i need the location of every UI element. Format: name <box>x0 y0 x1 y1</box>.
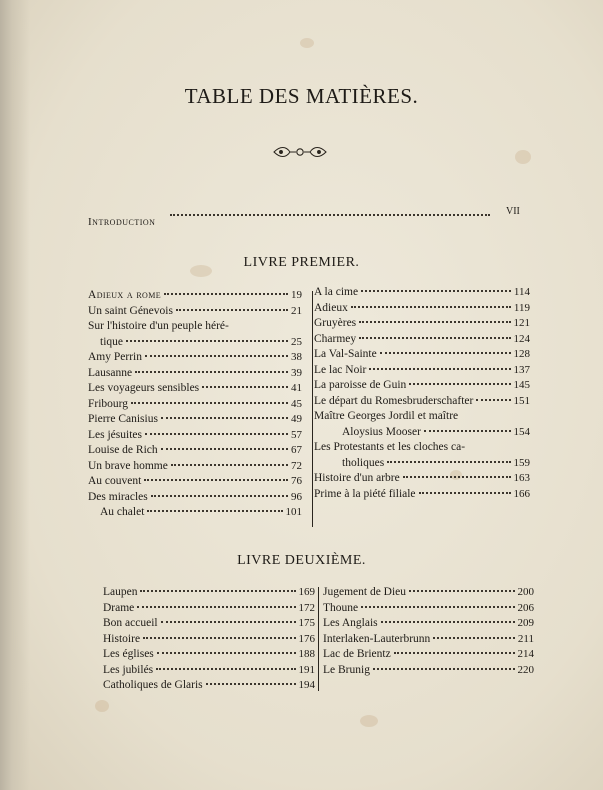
toc-entry-title: Lac de Brientz <box>323 648 391 660</box>
toc-entry <box>314 333 530 345</box>
dot-leader <box>433 637 515 639</box>
toc-entry <box>323 586 534 598</box>
dot-leader <box>359 321 510 323</box>
dot-leader <box>145 433 288 435</box>
column-divider <box>318 587 319 691</box>
dot-leader <box>171 464 288 466</box>
toc-entry <box>314 317 530 329</box>
toc-entry <box>88 367 302 379</box>
dot-leader <box>424 430 511 432</box>
dot-leader <box>394 652 515 654</box>
toc-entry <box>103 633 315 645</box>
toc-entry <box>323 633 534 645</box>
toc-entry-title: Louise de Rich <box>88 444 158 456</box>
toc-entry-title: Au chalet <box>100 506 145 518</box>
toc-entry <box>103 664 315 676</box>
dot-leader <box>143 637 295 639</box>
toc-entry-page: 124 <box>513 332 530 345</box>
column-divider <box>312 291 313 527</box>
toc-entry-page: 128 <box>513 348 530 360</box>
dot-leader <box>361 290 511 292</box>
toc-entry-title: Un brave homme <box>88 459 168 472</box>
toc-entry <box>88 382 302 394</box>
toc-entry <box>314 488 530 500</box>
dot-leader <box>161 417 288 419</box>
foxing-spot <box>95 700 109 712</box>
toc-entry <box>88 429 302 441</box>
dot-leader <box>147 510 282 512</box>
toc-entry-title: A la cime <box>314 286 359 298</box>
toc-entry <box>314 395 530 407</box>
toc-entry-title: Sur l'histoire d'un peuple héré- <box>88 320 229 332</box>
toc-entry <box>314 379 530 391</box>
dot-leader <box>156 668 295 670</box>
dot-leader <box>387 461 510 463</box>
toc-entry <box>314 348 530 360</box>
toc-entry-title: Les jubilés <box>103 663 154 676</box>
dot-leader <box>161 621 296 623</box>
dot-leader <box>373 668 515 670</box>
dot-leader <box>126 340 288 342</box>
foxing-spot <box>360 715 378 727</box>
toc-entry-title: Thoune <box>323 601 359 614</box>
dot-leader <box>381 621 515 623</box>
toc-entry <box>88 289 302 301</box>
toc-entry-page: 151 <box>513 394 530 407</box>
toc-entry <box>88 351 302 363</box>
toc-entry-title: Histoire d'un arbre <box>314 472 400 484</box>
toc-entry <box>314 472 530 484</box>
toc-entry-page: 38 <box>291 351 302 363</box>
toc-entry-title: Interlaken-Lauterbrunn <box>323 632 431 645</box>
toc-entry-page: 200 <box>517 586 534 598</box>
toc-entry <box>103 679 315 691</box>
toc-entry-title: Adieux a rome <box>88 289 162 301</box>
toc-entry-page: 21 <box>291 304 302 317</box>
toc-entry-page: 214 <box>517 648 534 660</box>
dot-leader <box>145 355 288 357</box>
dot-leader <box>351 306 511 308</box>
toc-entry-title: Les voyageurs sensibles <box>88 382 200 394</box>
dot-leader <box>164 293 288 295</box>
toc-entry <box>88 398 302 410</box>
toc-entry-page: 101 <box>285 506 302 518</box>
toc-entry <box>88 444 302 456</box>
toc-entry <box>314 302 530 314</box>
toc-entry-page: 49 <box>291 413 302 425</box>
toc-entry-page: 19 <box>291 289 302 301</box>
toc-entry-page: 39 <box>291 366 302 379</box>
toc-entry-page: 209 <box>517 617 534 629</box>
toc-entry <box>323 648 534 660</box>
dot-leader <box>419 492 511 494</box>
toc-entry-title: Pierre Canisius <box>88 413 158 425</box>
toc-entry-page: 154 <box>513 425 530 438</box>
dot-leader <box>135 371 288 373</box>
toc-entry-title: Jugement de Dieu <box>323 586 407 598</box>
toc-entry <box>88 460 302 472</box>
dot-leader <box>170 214 490 216</box>
dot-leader <box>409 383 510 385</box>
toc-entry-page: 121 <box>513 317 530 329</box>
dot-leader <box>409 590 514 592</box>
introduction-label: Introduction <box>88 216 156 228</box>
toc-entry-title: tholiques <box>342 456 385 469</box>
dot-leader <box>476 399 510 401</box>
toc-entry-title: Amy Perrin <box>88 351 142 363</box>
dot-leader <box>361 606 514 608</box>
toc-entry <box>103 586 315 598</box>
toc-entry-page: 76 <box>291 475 302 487</box>
toc-entry-title: Des miracles <box>88 490 148 503</box>
toc-entry-title: Catholiques de Glaris <box>103 679 203 691</box>
toc-entry-page: 67 <box>291 444 302 456</box>
dot-leader <box>137 606 295 608</box>
toc-entry-title: Prime à la piété filiale <box>314 487 416 500</box>
toc-entry-page: 166 <box>513 487 530 500</box>
dot-leader <box>161 448 288 450</box>
toc-entry-title: Le Brunig <box>323 663 370 676</box>
toc-entry-page: 159 <box>513 456 530 469</box>
toc-entry-title: Laupen <box>103 586 138 598</box>
toc-entry <box>100 336 302 348</box>
toc-entry-title: Bon accueil <box>103 617 158 629</box>
toc-entry-title: Au couvent <box>88 475 142 487</box>
toc-entry-page: 191 <box>298 663 315 676</box>
dot-leader <box>151 495 288 497</box>
toc-entry-page: 176 <box>298 632 315 645</box>
toc-entry-title: Charmey <box>314 332 357 345</box>
toc-entry <box>314 364 530 376</box>
toc-entry-page: 188 <box>298 648 315 660</box>
toc-entry-title: Les jésuites <box>88 428 142 441</box>
page-title: TABLE DES MATIÈRES. <box>184 84 419 108</box>
toc-entry <box>323 617 534 629</box>
toc-entry <box>103 617 315 629</box>
toc-entry <box>88 305 302 317</box>
toc-entry-page: 57 <box>291 428 302 441</box>
toc-entry-page: 45 <box>291 397 302 410</box>
toc-entry-page: 211 <box>517 632 534 645</box>
toc-entry <box>314 410 530 422</box>
livre-deuxieme-heading: LIVRE DEUXIÈME. <box>237 553 366 568</box>
toc-entry <box>103 602 315 614</box>
page-gutter <box>0 0 30 790</box>
dot-leader <box>140 590 295 592</box>
toc-entry-title: Les Protestants et les cloches ca- <box>314 441 466 453</box>
toc-entry-title: Un saint Génevois <box>88 304 173 317</box>
dot-leader <box>380 352 511 354</box>
toc-entry-title: Histoire <box>103 632 141 645</box>
toc-entry <box>314 286 530 298</box>
toc-entry-page: 206 <box>517 601 534 614</box>
toc-entry <box>88 491 302 503</box>
toc-entry-title: Le lac Noir <box>314 363 367 376</box>
toc-entry <box>88 320 302 332</box>
dot-leader <box>157 652 296 654</box>
toc-entry-page: 169 <box>298 586 315 598</box>
toc-entry-page: 163 <box>513 472 530 484</box>
toc-entry <box>342 426 530 438</box>
dot-leader <box>144 479 288 481</box>
toc-entry-title: Aloysius Mooser <box>342 425 421 438</box>
dot-leader <box>369 368 510 370</box>
toc-entry-page: 72 <box>291 459 302 472</box>
toc-entry-page: 175 <box>298 617 315 629</box>
dot-leader <box>206 683 296 685</box>
toc-entry <box>323 602 534 614</box>
toc-entry-title: Les Anglais <box>323 617 378 629</box>
livre-premier-heading: LIVRE PREMIER. <box>243 255 360 270</box>
toc-entry-page: 119 <box>513 301 530 314</box>
toc-entry <box>88 475 302 487</box>
toc-entry <box>342 457 530 469</box>
dot-leader <box>359 337 510 339</box>
toc-entry-title: La paroisse de Guin <box>314 379 407 391</box>
toc-entry-page: 145 <box>513 379 530 391</box>
toc-entry-page: 25 <box>291 335 302 348</box>
toc-entry-title: tique <box>100 335 123 348</box>
foxing-spot <box>300 38 314 48</box>
dot-leader <box>202 386 288 388</box>
floral-ornament-icon <box>270 144 330 160</box>
toc-entry-title: Lausanne <box>88 366 133 379</box>
toc-entry <box>314 441 530 453</box>
toc-entry-page: 172 <box>298 601 315 614</box>
dot-leader <box>131 402 288 404</box>
toc-entry-page: 96 <box>291 490 302 503</box>
toc-entry-title: La Val-Sainte <box>314 348 377 360</box>
toc-entry <box>103 648 315 660</box>
toc-entry-title: Gruyères <box>314 317 357 329</box>
toc-entry <box>323 664 534 676</box>
toc-entry-title: Maître Georges Jordil et maître <box>314 410 459 422</box>
toc-entry-page: 194 <box>298 679 315 691</box>
toc-entry-title: Le départ du Romesbruderschafter <box>314 394 474 407</box>
toc-entry <box>100 506 302 518</box>
toc-entry-title: Fribourg <box>88 397 129 410</box>
toc-entry-title: Les églises <box>103 648 154 660</box>
toc-entry-title: Adieux <box>314 301 348 314</box>
toc-entry-title: Drame <box>103 601 135 614</box>
toc-entry-page: 220 <box>517 663 534 676</box>
toc-entry <box>88 413 302 425</box>
toc-entry-page: 41 <box>291 382 302 394</box>
introduction-page: VII <box>506 206 520 217</box>
foxing-spot <box>515 150 531 164</box>
toc-entry-page: 137 <box>513 363 530 376</box>
dot-leader <box>403 476 511 478</box>
dot-leader <box>176 309 288 311</box>
toc-entry-page: 114 <box>513 286 530 298</box>
